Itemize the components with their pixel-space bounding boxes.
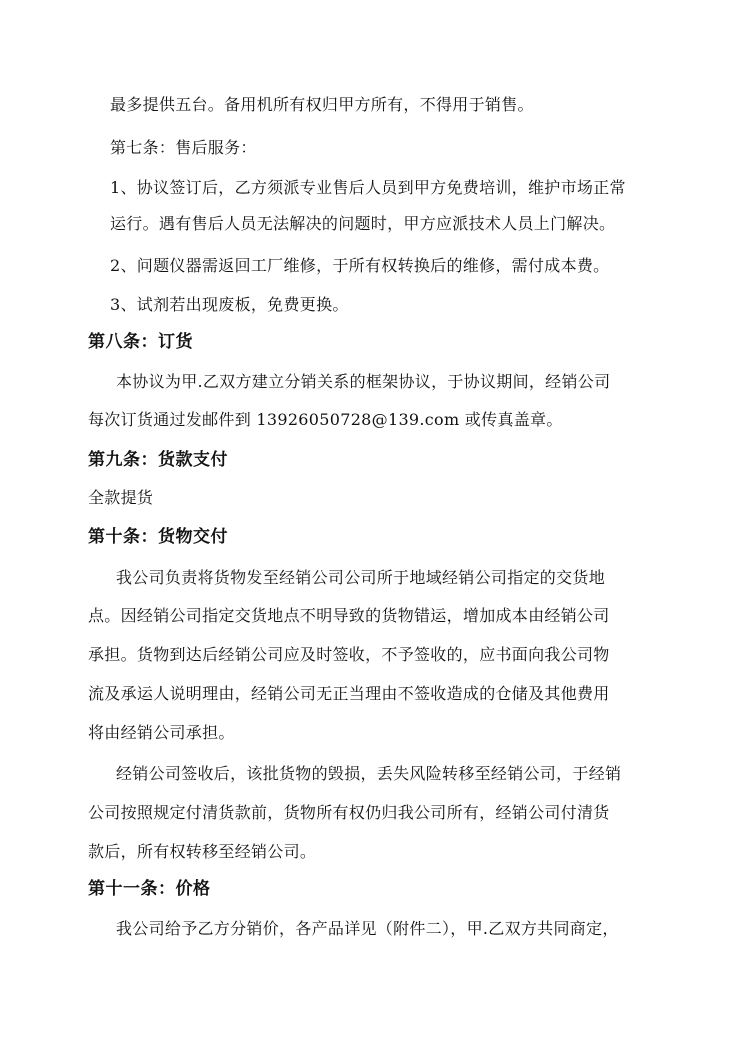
clause-9-heading: 第九条：货款支付	[88, 450, 228, 470]
paragraph-line: 我公司给予乙方分销价，各产品详见（附件二），甲.乙双方共同商定，	[116, 919, 619, 938]
paragraph-line: 最多提供五台。备用机所有权归甲方所有，不得用于销售。	[110, 95, 534, 114]
paragraph-line: 本协议为甲.乙双方建立分销关系的框架协议，于协议期间，经销公司	[116, 372, 611, 391]
clause-8-heading: 第八条：订货	[88, 332, 193, 352]
paragraph-line: 2、问题仪器需返回工厂维修，于所有权转换后的维修，需付成本费。	[110, 256, 610, 275]
paragraph-line: 我公司负责将货物发至经销公司公司所于地域经销公司指定的交货地	[116, 568, 606, 587]
paragraph-line: 点。因经销公司指定交货地点不明导致的货物错运，增加成本由经销公司	[88, 606, 610, 625]
paragraph-line: 流及承运人说明理由，经销公司无正当理由不签收造成的仓储及其他费用	[88, 684, 610, 703]
paragraph-line: 经销公司签收后，该批货物的毁损，丢失风险转移至经销公司，于经销	[116, 764, 622, 783]
paragraph-line: 3、试剂若出现废板，免费更换。	[110, 295, 349, 314]
clause-11-heading: 第十一条：价格	[88, 879, 211, 899]
paragraph-line: 1、协议签订后，乙方须派专业售后人员到甲方免费培训，维护市场正常	[110, 178, 626, 197]
paragraph-line: 全款提货	[88, 488, 154, 507]
paragraph-line: 公司按照规定付清货款前，货物所有权仍归我公司所有，经销公司付清货	[88, 803, 610, 822]
paragraph-line: 运行。遇有售后人员无法解决的问题时，甲方应派技术人员上门解决。	[110, 214, 616, 233]
clause-10-heading: 第十条：货物交付	[88, 527, 228, 547]
clause-7-title: 第七条：售后服务：	[110, 138, 257, 157]
paragraph-line: 款后，所有权转移至经销公司。	[88, 842, 317, 861]
paragraph-line: 承担。货物到达后经销公司应及时签收，不予签收的，应书面向我公司物	[88, 645, 610, 664]
paragraph-line: 每次订货通过发邮件到 13926050728@139.com 或传真盖章。	[88, 410, 563, 429]
paragraph-line: 将由经销公司承担。	[88, 723, 235, 742]
